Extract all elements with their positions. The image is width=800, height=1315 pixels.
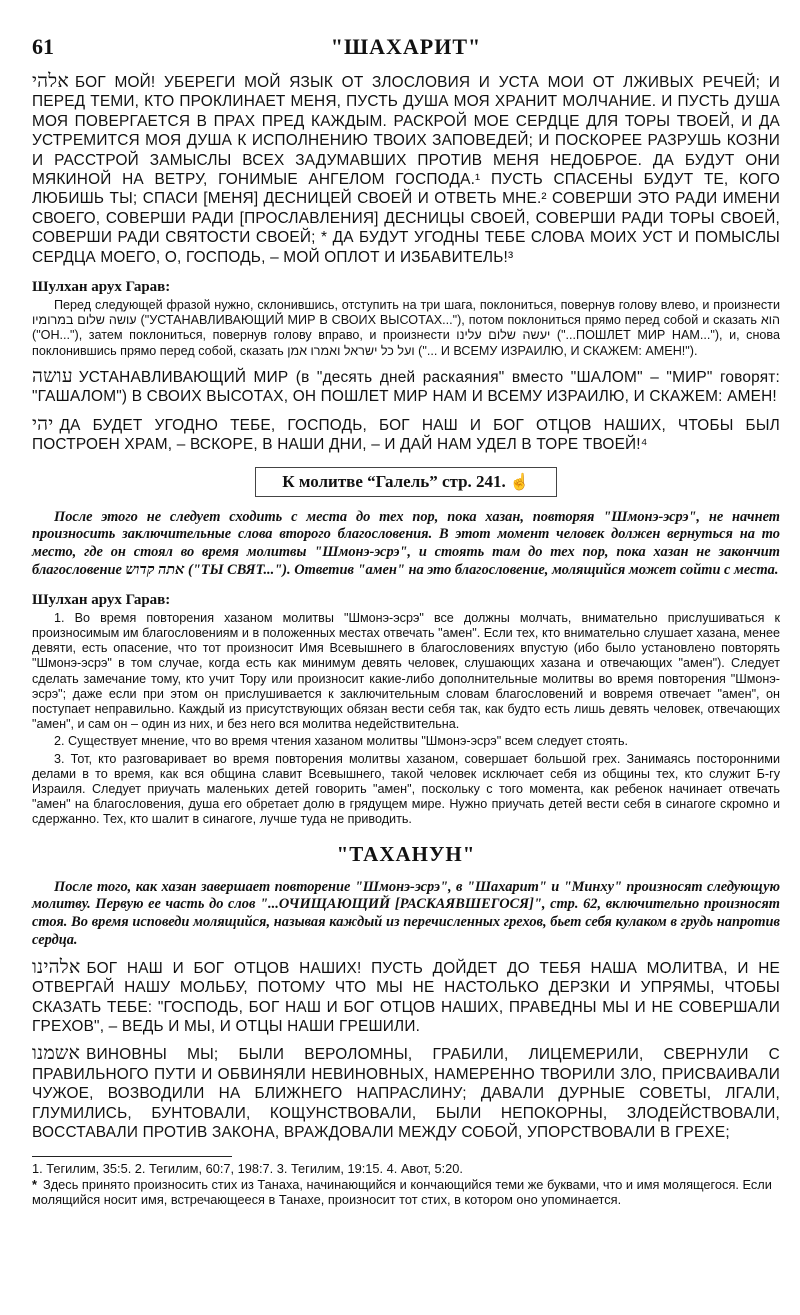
hebrew-word: עושה xyxy=(32,364,73,387)
instruction-paragraph: После этого не следует сходить с места до тех пор, пока хазан, повторяя "Шмонэ-эсрэ", не начнет произносить заключительные слова второго благословения. В этот момент человек должен вернуться на то место, где он стоял во время молитвы "Шмонэ-эсрэ", и стоять там до тех пор, пока хазан не закончит благословение אתה קדוש ("ТЫ СВЯТ..."). Ответив "амен" на это благословение, молящийся может сойти с места. xyxy=(32,508,780,578)
hallel-page-link[interactable] xyxy=(255,467,557,497)
prayer-text: ДА БУДЕТ УГОДНО ТЕБЕ, ГОСПОДЬ, БОГ НАШ И БОГ ОТЦОВ НАШИХ, ЧТОБЫ БЫЛ ПОСТРОЕН ХРАМ, – ВСКОРЕ, В НАШИ ДНИ, – И ДАЙ НАМ УДЕЛ В ТОРЕ ТВОЕЙ!⁴ xyxy=(32,416,780,454)
prayer-text: БОГ МОЙ! УБЕРЕГИ МОЙ ЯЗЫК ОТ ЗЛОСЛОВИЯ И УСТА МОИ ОТ ЛЖИВЫХ РЕЧЕЙ; И ПЕРЕД ТЕМИ, КТО ПРОКЛИНАЕТ МЕНЯ, ПУСТЬ ДУША МОЯ ХРАНИТ МОЛЧАНИЕ. И ПУСТЬ ДУША МОЯ ПОВЕРГАЕТСЯ В ПРАХ ПРЕД КАЖДЫМ. РАСКРОЙ МОЕ СЕРДЦЕ ДЛЯ ТОРЫ ТВОЕЙ, И ДА УСТРЕМИТСЯ МОЯ ДУША К ИСПОЛНЕНИЮ ТВОИХ ЗАПОВЕДЕЙ; И ПОСКОРЕЕ РАЗРУШЬ КОЗНИ И РАССТРОЙ ЗАМЫСЛЫ ВСЕХ ЗАДУМАВШИХ ПРОТИВ МЕНЯ НЕДОБРОЕ. ДА БУДУТ ОНИ МЯКИНОЙ НА ВЕТРУ, ГОНИМЫЕ АНГЕЛОМ ГОСПОДА.¹ ПУСТЬ СПАСЕНЫ БУДУТ ТЕ, КОГО ЛЮБИШЬ ТЫ; СПАСИ [МЕНЯ] ДЕСНИЦЕЙ СВОЕЙ И ОТВЕТЬ МНЕ.² СОВЕРШИ ЭТО РАДИ ИМЕНИ СВОЕГО, СОВЕРШИ РАДИ [ПРОСЛАВЛЕНИЯ] ДЕСНИЦЫ СВОЕЙ, СОВЕРШИ РАДИ ТОРЫ СВОЕЙ, СОВЕРШИ РАДИ СВЯТОСТИ СВОЕЙ; * ДА БУДУТ УГОДНЫ ТЕБЕ СЛОВА МОИХ УСТ И ПОМЫСЛЫ СЕРДЦА МОЕГО, О, ГОСПОДЬ, – МОЙ ОПЛОТ И ИЗБАВИТЕЛЬ!³ xyxy=(32,74,780,266)
prayer-text: БОГ НАШ И БОГ ОТЦОВ НАШИХ! ПУСТЬ ДОЙДЕТ ДО ТЕБЯ НАША МОЛИТВА, И НЕ ОТВЕРГАЙ НАШУ МОЛЬБУ, ПОТОМУ ЧТО МЫ НЕ НАСТОЛЬКО ДЕРЗКИ И УПРЯМЫ, ЧТОБЫ СКАЗАТЬ ТЕБЕ: "ГОСПОДЬ, БОГ НАШ И БОГ ОТЦОВ НАШИХ, ПРАВЕДНЫ МЫ И НЕ СОВЕРШАЛИ ГРЕХОВ", – ВЕДЬ И МЫ, И ОТЦЫ НАШИ ГРЕШИЛИ. xyxy=(32,959,780,1035)
prayer-elohai xyxy=(32,72,780,267)
law-paragraph: Перед следующей фразой нужно, склонившись, отступить на три шага, поклониться, повернув голову влево, и произнести עושה שלום במרומיו ("УСТАНАВЛИВАЮЩИЙ МИР В СВОИХ ВЫСОТАХ..."), потом поклониться прямо перед собой и сказать הוא ("ОН..."), затем поклониться, повернув голову вправо, и произнести יעשה שלום עלינו ("...ПОШЛЕТ МИР НАМ..."), и, снова поклонившись прямо перед собой, сказать ועל כל ישראל ואמרו אמן ("... И ВСЕМУ ИЗРАИЛЮ, И СКАЖЕМ: АМЕН!"). xyxy=(32,298,780,358)
prayer-text: УСТАНАВЛИВАЮЩИЙ МИР (в "десять дней раскаяния" вместо "ШАЛОМ" – "МИР" говорят: "ГАШАЛОМ") В СВОИХ ВЫСОТАХ, ОН ПОШЛЕТ МИР НАМ И ВСЕМУ ИЗРАИЛЮ, И СКАЖЕМ: АМЕН! xyxy=(32,368,780,406)
footnote-references: 1. Тегилим, 35:5. 2. Тегилим, 60:7, 198:7. 3. Тегилим, 19:15. 4. Авот, 5:20. xyxy=(32,1161,463,1177)
pointing-hand-icon: ☝ xyxy=(509,473,530,491)
footnote-divider xyxy=(32,1156,232,1157)
section-heading: Шулхан арух Гарав: xyxy=(32,591,171,608)
instruction-paragraph: После того, как хазан завершает повторение "Шмонэ-эсрэ", в "Шахарит" и "Минху" произносят следующую молитву. Первую ее часть до слов "...ОЧИЩАЮЩИЙ [РАСКАЯВШЕГОСЯ]", стр. 62, включительно произносят стоя. Во время исповеди молящийся, называя каждый из перечисленных грехов, бьет себя кулаком в грудь напротив сердца. xyxy=(32,878,780,948)
footnote-text: Здесь принято произносить стих из Танаха, начинающийся и кончающийся теми же буквами, что и имя молящегося. Если молящийся носит имя, встречающееся в Танахе, произносит тот стих, в котором оно упоминается. xyxy=(32,1176,772,1208)
hebrew-word: אלהינו xyxy=(32,955,81,978)
page-number: 61 xyxy=(32,34,54,59)
prayer-yehi xyxy=(32,412,780,455)
document-page xyxy=(32,30,780,1208)
page-title: "ШАХАРИТ" xyxy=(330,34,482,59)
prayer-oseh xyxy=(32,364,780,407)
page-header xyxy=(32,30,780,64)
law-paragraph: 3. Тот, кто разговаривает во время повторения молитвы хазаном, совершает большой грех. Занимаясь посторонними делами в то время, как вся община славит Всевышнего, такой человек исключает себя из общины тех, кто служит Б-гу Израиля. Следует приучать маленьких детей говорить "амен", поскольку с того момента, как ребенок начинает отвечать "амен" на благословения, душа его обретает долю в грядущем мире. Нужно приучать детей вести себя в синагоге скромно и сдержанно. Тех, кто шалит в синагоге, лучше туда не приводить. xyxy=(32,751,780,827)
prayer-eloheinu xyxy=(32,955,780,1037)
hebrew-word: יהי xyxy=(32,412,54,435)
hebrew-word: אלהי xyxy=(32,70,70,92)
footnote-star xyxy=(32,1177,780,1208)
law-paragraph: 2. Существует мнение, что во время чтения хазаном молитвы "Шмонэ-эсрэ" всем следует стоять. xyxy=(54,734,629,749)
hebrew-word: אשמנו xyxy=(32,1042,81,1065)
prayer-text: ВИНОВНЫ МЫ; БЫЛИ ВЕРОЛОМНЫ, ГРАБИЛИ, ЛИЦЕМЕРИЛИ, СВЕРНУЛИ С ПРАВИЛЬНОГО ПУТИ И ОБВИНЯЛИ НЕВИНОВНЫХ, НАМЕРЕННО ТВОРИЛИ ЗЛО, ПРИСВАИВАЛИ ЧУЖОЕ, ВОЗВОДИЛИ НА БЛИЖНЕГО НАПРАСЛИНУ; ДАВАЛИ ДУРНЫЕ СОВЕТЫ, ЛГАЛИ, ГЛУМИЛИСЬ, БУНТОВАЛИ, КОЩУНСТВОВАЛИ, БЫЛИ НЕПОКОРНЫ, ЗЛОДЕЙСТВОВАЛИ, ВОССТАВАЛИ ПРОТИВ ЗАКОНА, ВРАЖДОВАЛИ МЕЖДУ СОБОЙ, УПОРСТВОВАЛИ В ГРЕХЕ; xyxy=(32,1046,780,1141)
section-heading: Шулхан арух Гарав: xyxy=(32,279,171,296)
prayer-ashamnu xyxy=(32,1044,780,1142)
law-paragraph: 1. Во время повторения хазаном молитвы "Шмонэ-эсрэ" все должны молчать, внимательно прислушиваться к произносимым им благословениям и в положенных местах отвечать "амен". Если тех, кто внимательно слушает хазана, менее девяти, есть опасение, что тот произносит Имя Всевышнего в благословениях впустую (ибо было установлено повторять "Шмонэ-эсрэ" в том случае, когда есть как минимум девять человек, слушающих хазана и отвечающих "амен"). Следует сделать замечание тому, кто учит Тору или произносит какие-либо дополнительные молитвы во время повторения "Шмонэ-эсрэ"; даже если при этом он прислушивается к заключительным словам благословений и вовремя отвечает "амен", он поступает неправильно. Каждый из присутствующих обязан вести себя так, как будто есть лишь девять человек, отвечающих "амен", и сам он – один из них, и без него вся молитва недействительна. xyxy=(32,610,780,732)
asterisk-mark: * xyxy=(32,1176,37,1192)
link-label: К молитве “Галель” стр. 241. xyxy=(282,471,506,491)
section-title: "ТАХАНУН" xyxy=(336,841,476,866)
